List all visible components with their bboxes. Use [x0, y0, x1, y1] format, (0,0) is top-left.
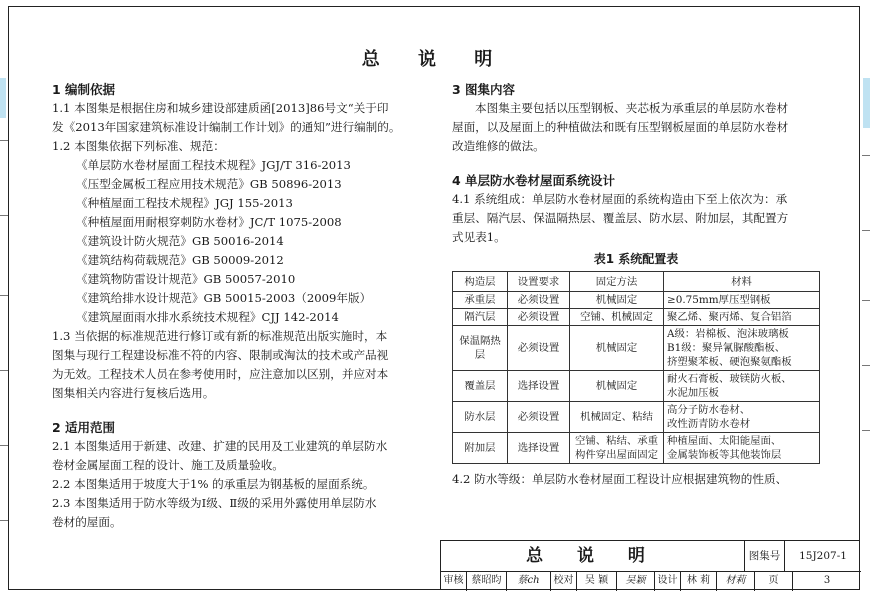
standard-item: 《单层防水卷材屋面工程技术规程》JGJ/T 316-2013 — [76, 158, 351, 172]
paragraph-line: 图集相关内容进行复核后选用。 — [52, 386, 215, 400]
standard-item: 《建筑物防雷设计规范》GB 50057-2010 — [76, 272, 296, 286]
table-cell: 附加层 — [453, 433, 508, 464]
paragraph-line: 卷材金属屋面工程的设计、施工及质量验收。 — [52, 458, 284, 472]
table-cell: 机械固定 — [570, 292, 664, 309]
table-body — [453, 292, 820, 464]
title-block — [440, 540, 860, 590]
paragraph-line: 4.1 系统组成：单层防水卷材屋面的系统构造由下至上依次为：承 — [452, 192, 788, 206]
table-row — [453, 433, 820, 464]
table-cell: 保温隔热层 — [453, 326, 508, 371]
right-column — [452, 78, 820, 489]
right-tab-divider — [862, 230, 870, 231]
paragraph-line: 1.2 本图集依据下列标准、规范： — [52, 139, 225, 153]
paragraph-line: 为无效。工程技术人员在参考使用时，应注意加以区别，并应对本 — [52, 367, 389, 381]
section-heading: 3 图集内容 — [452, 82, 516, 97]
right-tab-divider — [862, 300, 870, 301]
table-row — [453, 326, 820, 371]
design-name: 林 莉 — [681, 572, 717, 591]
paragraph-line: 屋面，以及屋面上的种植做法和既有压型钢板屋面的单层防水卷材 — [452, 120, 789, 134]
standard-item: 《建筑给排水设计规范》GB 50015-2003（2009年版） — [76, 291, 372, 305]
page-title: 总 说 明 — [361, 49, 509, 70]
table-cell: 空铺、机械固定 — [570, 309, 664, 326]
table-header-cell: 固定方法 — [570, 272, 664, 292]
design-signature: 材莉 — [717, 572, 755, 591]
section-heading: 4 单层防水卷材屋面系统设计 — [452, 173, 616, 188]
left-tab-divider — [0, 445, 8, 446]
table-row — [453, 371, 820, 402]
table-cell: 机械固定 — [570, 371, 664, 402]
table-cell: 隔汽层 — [453, 309, 508, 326]
left-tab-highlight — [0, 78, 6, 118]
table-cell: 高分子防水卷材、 改性沥青防水卷材 — [664, 402, 820, 433]
table-header-cell: 构造层 — [453, 272, 508, 292]
table-row — [453, 292, 820, 309]
table-cell: 选择设置 — [508, 371, 570, 402]
table-cell: 聚乙烯、聚丙烯、复合铝箔 — [664, 309, 820, 326]
table-cell: 耐火石膏板、玻镁防火板、 水泥加压板 — [664, 371, 820, 402]
table-cell: 防水层 — [453, 402, 508, 433]
paragraph-line: 式见表1。 — [452, 230, 506, 244]
table-cell: 必须设置 — [508, 402, 570, 433]
table-cell: 机械固定、粘结 — [570, 402, 664, 433]
section-heading: 1 编制依据 — [52, 82, 116, 97]
paragraph-line: 4.2 防水等级：单层防水卷材屋面工程设计应根据建筑物的性质、 — [452, 472, 788, 486]
system-config-table — [452, 271, 820, 464]
review-name: 蔡昭昀 — [467, 572, 507, 591]
standard-item: 《建筑屋面雨水排水系统技术规程》CJJ 142-2014 — [76, 310, 339, 324]
table-cell: 承重层 — [453, 292, 508, 309]
section-heading: 2 适用范围 — [52, 420, 116, 435]
paragraph-line: 本图集主要包括以压型钢板、夹芯板为承重层的单层防水卷材 — [475, 101, 789, 115]
table-row — [453, 402, 820, 433]
table-header-row — [453, 272, 820, 292]
table-cell: 必须设置 — [508, 309, 570, 326]
left-margin-tabs — [0, 70, 8, 540]
left-tab-divider — [0, 215, 8, 216]
atlas-number: 15J207-1 — [799, 550, 847, 562]
table-cell: 空铺、粘结、承重 构件穿出屋面固定 — [570, 433, 664, 464]
paragraph-line: 图集与现行工程建设标准不符的内容、限制或淘汰的技术或产品视 — [52, 348, 389, 362]
paragraph-line: 改造维修的做法。 — [452, 139, 545, 153]
table-header-cell: 材料 — [664, 272, 820, 292]
paragraph-line: 2.2 本图集适用于坡度大于1% 的承重层为钢基板的屋面系统。 — [52, 477, 375, 491]
right-tab-divider — [862, 365, 870, 366]
left-tab-divider — [0, 370, 8, 371]
standard-item: 《种植屋面用耐根穿刺防水卷材》JC/T 1075-2008 — [76, 215, 342, 229]
right-tab-divider — [862, 155, 870, 156]
paragraph-line: 卷材的屋面。 — [52, 515, 122, 529]
left-tab-divider — [0, 520, 8, 521]
table-cell: 种植屋面、太阳能屋面、 金属装饰板等其他装饰层 — [664, 433, 820, 464]
design-label: 设计 — [655, 572, 681, 591]
paragraph-line: 发《2013年国家建筑标准设计编制工作计划》的通知”进行编制的。 — [52, 120, 401, 134]
standard-item: 《压型金属板工程应用技术规范》GB 50896-2013 — [76, 177, 342, 191]
left-column — [52, 78, 442, 532]
table-cell: 覆盖层 — [453, 371, 508, 402]
paragraph-line: 2.1 本图集适用于新建、改建、扩建的民用及工业建筑的单层防水 — [52, 439, 388, 453]
paragraph-line: 1.3 当依据的标准规范进行修订或有新的标准规范出版实施时，本 — [52, 329, 388, 343]
left-tab-divider — [0, 140, 8, 141]
check-signature: 吴颖 — [617, 572, 655, 591]
review-label: 审核 — [441, 572, 467, 591]
table-cell: 选择设置 — [508, 433, 570, 464]
review-signature: 蔡ch — [507, 572, 551, 591]
title-block-title: 总 说 明 — [441, 541, 745, 572]
atlas-number-label: 图集号 — [745, 541, 785, 572]
paragraph-line: 2.3 本图集适用于防水等级为Ⅰ级、Ⅱ级的采用外露使用单层防水 — [52, 496, 377, 510]
table-cell: ≥0.75mm厚压型钢板 — [664, 292, 820, 309]
standard-item: 《建筑设计防火规范》GB 50016-2014 — [76, 234, 284, 248]
right-margin-tabs — [862, 70, 870, 500]
standard-item: 《建筑结构荷载规范》GB 50009-2012 — [76, 253, 284, 267]
check-label: 校对 — [551, 572, 577, 591]
table-cell: A级：岩棉板、泡沫玻璃板 B1级：聚异氰脲酸酯板、 挤塑聚苯板、硬泡聚氨酯板 — [664, 326, 820, 371]
check-name: 吴 颖 — [577, 572, 617, 591]
right-tab-divider — [862, 430, 870, 431]
page-label: 页 — [755, 572, 793, 591]
table-cell: 机械固定 — [570, 326, 664, 371]
table-cell: 必须设置 — [508, 292, 570, 309]
standard-item: 《种植屋面工程技术规程》JGJ 155-2013 — [76, 196, 293, 210]
table-title: 表1 系统配置表 — [593, 252, 679, 266]
table-row — [453, 309, 820, 326]
paragraph-line: 重层、隔汽层、保温隔热层、覆盖层、防水层、附加层，其配置方 — [452, 211, 789, 225]
table-cell: 必须设置 — [508, 326, 570, 371]
right-tab-highlight — [863, 78, 870, 128]
page-number: 3 — [823, 575, 831, 586]
left-tab-divider — [0, 295, 8, 296]
paragraph-line: 1.1 本图集是根据住房和城乡建设部建质函[2013]86号文“关于印 — [52, 101, 389, 115]
table-header-cell: 设置要求 — [508, 272, 570, 292]
